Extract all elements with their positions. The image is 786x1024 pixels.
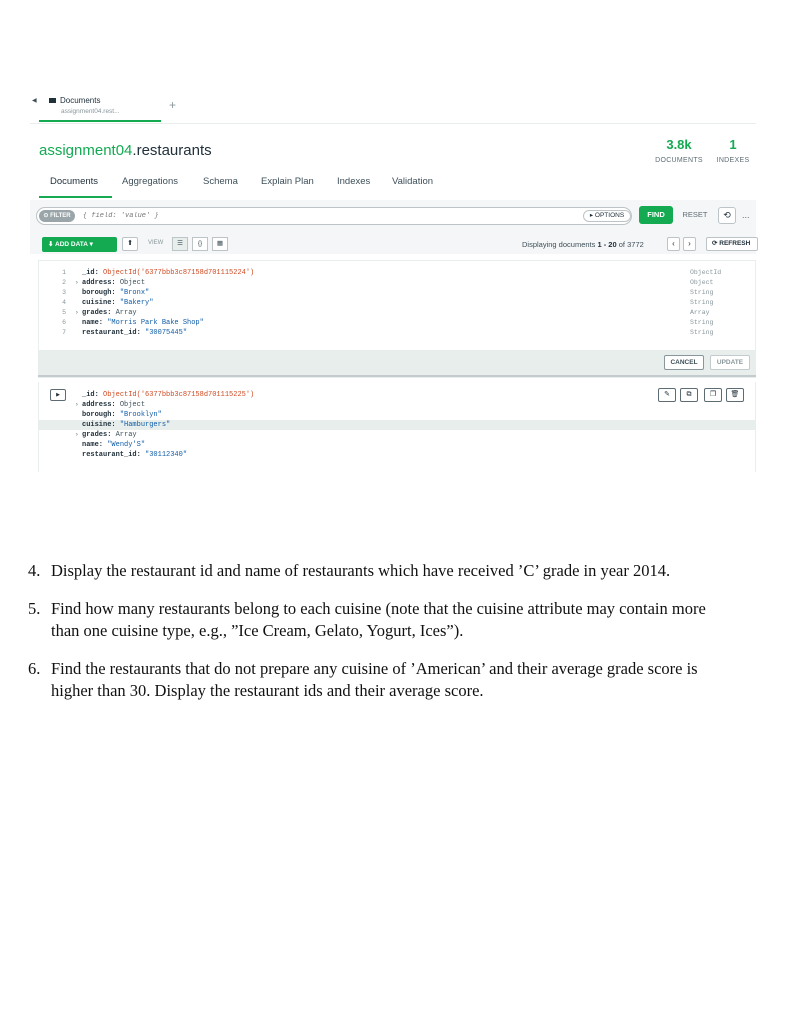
field-key: name:	[82, 441, 104, 449]
update-button[interactable]: UPDATE	[710, 355, 750, 370]
field-value[interactable]: "Hamburgers"	[119, 421, 171, 429]
document-field-row[interactable]	[38, 450, 638, 460]
documents-count: 3.8k	[666, 137, 692, 152]
displaying-range: 1 - 20	[597, 240, 617, 249]
field-key: address:	[82, 401, 116, 409]
field-value[interactable]: "Brooklyn"	[119, 411, 162, 419]
field-type[interactable]: String	[690, 299, 714, 306]
document-field-row[interactable]	[38, 400, 638, 410]
field-key: grades:	[82, 431, 112, 439]
field-key: _id:	[82, 269, 99, 277]
tab-documents[interactable]	[39, 90, 161, 122]
field-key: _id:	[82, 391, 99, 399]
add-data-label: ADD DATA	[55, 241, 88, 248]
indexes-label: INDEXES	[716, 157, 750, 164]
document-field-row[interactable]	[38, 318, 738, 328]
document-field-row[interactable]	[38, 430, 638, 440]
query-bar	[36, 207, 632, 225]
field-value[interactable]: "Morris Park Bake Shop"	[107, 319, 204, 327]
field-type[interactable]: String	[690, 289, 714, 296]
subtab-schema[interactable]: Schema	[203, 176, 238, 187]
question-number: 5.	[28, 599, 41, 618]
document-field-row[interactable]	[38, 308, 738, 318]
table-view-icon[interactable]: ▦	[212, 237, 228, 251]
document-field-row[interactable]	[38, 268, 738, 278]
refresh-button[interactable]: ⟳ REFRESH	[706, 237, 758, 251]
cancel-button[interactable]: CANCEL	[664, 355, 704, 370]
document-field-row[interactable]	[38, 298, 738, 308]
displaying-prefix: Displaying documents	[522, 240, 596, 249]
tab-strip	[30, 88, 756, 124]
options-label: OPTIONS	[594, 212, 625, 219]
document-field-row[interactable]	[38, 278, 738, 288]
copy-document-icon[interactable]: ⧉	[680, 388, 698, 402]
line-number: 2	[62, 279, 66, 286]
line-number: 4	[62, 299, 66, 306]
expand-field-icon[interactable]: ›	[75, 431, 79, 438]
question-item	[28, 560, 738, 582]
edit-footer	[38, 350, 756, 377]
document-field-row[interactable]	[38, 440, 638, 450]
options-button[interactable]: ▸ OPTIONS	[583, 210, 631, 222]
field-value[interactable]: "30075445"	[145, 329, 188, 337]
document-field-row[interactable]	[38, 390, 638, 400]
field-value[interactable]: "Bakery"	[119, 299, 154, 307]
question-number: 6.	[28, 659, 41, 678]
clone-document-icon[interactable]: ❐	[704, 388, 722, 402]
filter-input[interactable]	[83, 209, 563, 223]
field-value[interactable]: Object	[119, 401, 146, 409]
tab-scroll-left-icon[interactable]: ◀	[32, 98, 37, 104]
line-number: 7	[62, 329, 66, 336]
export-icon[interactable]: ⬆	[122, 237, 138, 251]
field-key: grades:	[82, 309, 112, 317]
history-icon[interactable]: ⟲	[718, 207, 736, 224]
displaying-of: of	[618, 240, 626, 249]
line-number: 3	[62, 289, 66, 296]
indexes-count: 1	[729, 137, 737, 152]
expand-field-icon[interactable]: ›	[75, 309, 79, 316]
reset-button[interactable]: RESET	[682, 210, 708, 219]
line-number: 5	[62, 309, 66, 316]
field-value[interactable]: Array	[115, 309, 137, 317]
question-item	[28, 658, 738, 702]
document-field-row[interactable]	[38, 410, 638, 420]
filter-label: FILTER	[50, 213, 71, 219]
indexes-stat	[712, 137, 754, 164]
field-type[interactable]: ObjectId	[690, 269, 722, 276]
question-item	[28, 598, 738, 642]
expand-field-icon[interactable]: ›	[75, 401, 79, 408]
tab-subtitle: assignment04.rest...	[61, 108, 120, 115]
line-number: 1	[62, 269, 66, 276]
subtab-validation[interactable]: Validation	[392, 176, 434, 187]
compass-screenshot	[30, 88, 756, 472]
more-options-icon[interactable]: ...	[742, 210, 750, 220]
question-text: Find how many restaurants belong to each cuisine (note that the cuisine attribute may contain more than one cuisine type, e.g., ”Ice Cream, Gelato, Yogurt, Ices”).	[51, 599, 706, 640]
field-value[interactable]: "Wendy'S"	[107, 441, 146, 449]
field-key: borough:	[82, 289, 116, 297]
edit-document-icon[interactable]: ✎	[658, 388, 676, 402]
json-view-icon[interactable]: {}	[192, 237, 208, 251]
filter-pill[interactable]: ⊙ FILTER	[39, 210, 75, 222]
delete-document-icon[interactable]: 🗑	[726, 388, 744, 402]
line-number: 6	[62, 319, 66, 326]
pagination-status	[522, 240, 644, 249]
find-button[interactable]: FIND	[639, 206, 673, 224]
tab-title: Documents	[49, 96, 100, 105]
field-key: restaurant_id:	[82, 451, 141, 459]
field-type[interactable]: String	[690, 319, 714, 326]
question-list	[28, 560, 738, 718]
question-text: Display the restaurant id and name of restaurants which have received ’C’ grade in year 2014.	[51, 561, 671, 580]
field-value[interactable]: "Bronx"	[119, 289, 150, 297]
field-value[interactable]: ObjectId('6377bbb3c87158d701115225')	[103, 391, 255, 399]
subtab-documents[interactable]: Documents	[50, 176, 99, 187]
field-value[interactable]: Object	[119, 279, 146, 287]
list-view-icon[interactable]: ☰	[172, 237, 188, 251]
field-value[interactable]: Array	[115, 431, 137, 439]
active-subtab-indicator	[39, 196, 112, 198]
add-tab-icon[interactable]: +	[169, 98, 177, 112]
field-key: name:	[82, 319, 104, 327]
previous-page-icon[interactable]: ‹	[667, 237, 680, 251]
question-text: Find the restaurants that do not prepare any cuisine of ’American’ and their average grade score is higher than 30. Display the restaurant ids and their average score.	[51, 659, 698, 700]
field-key: borough:	[82, 411, 116, 419]
field-key: address:	[82, 279, 116, 287]
refresh-label: REFRESH	[719, 240, 751, 247]
subtab-explain-plan[interactable]: Explain Plan	[261, 176, 314, 187]
expand-document-icon[interactable]: ▶	[50, 389, 66, 401]
document-field-row[interactable]	[38, 328, 738, 338]
collection-title	[39, 142, 212, 159]
collection-name: .restaurants	[132, 142, 212, 159]
displaying-total: 3772	[627, 240, 644, 249]
field-type[interactable]: String	[690, 329, 714, 336]
next-page-icon[interactable]: ›	[683, 237, 696, 251]
question-number: 4.	[28, 561, 41, 580]
documents-label: DOCUMENTS	[655, 157, 703, 164]
view-label: VIEW	[148, 240, 164, 246]
document-field-row[interactable]	[38, 288, 738, 298]
field-key: cuisine:	[82, 421, 116, 429]
subtab-indexes[interactable]: Indexes	[337, 176, 371, 187]
database-name: assignment04	[39, 142, 133, 159]
documents-stat	[652, 137, 706, 164]
field-value[interactable]: "30112340"	[145, 451, 188, 459]
expand-field-icon[interactable]: ›	[75, 279, 79, 286]
add-data-button[interactable]: ⬇ ADD DATA ▾	[42, 237, 117, 252]
field-type[interactable]: Array	[690, 309, 710, 316]
subtab-aggregations[interactable]: Aggregations	[122, 176, 178, 187]
field-key: restaurant_id:	[82, 329, 141, 337]
field-key: cuisine:	[82, 299, 116, 307]
field-value[interactable]: ObjectId('6377bbb3c87158d701115224')	[103, 269, 255, 277]
field-type[interactable]: Object	[690, 279, 714, 286]
document-field-row[interactable]	[38, 420, 638, 430]
